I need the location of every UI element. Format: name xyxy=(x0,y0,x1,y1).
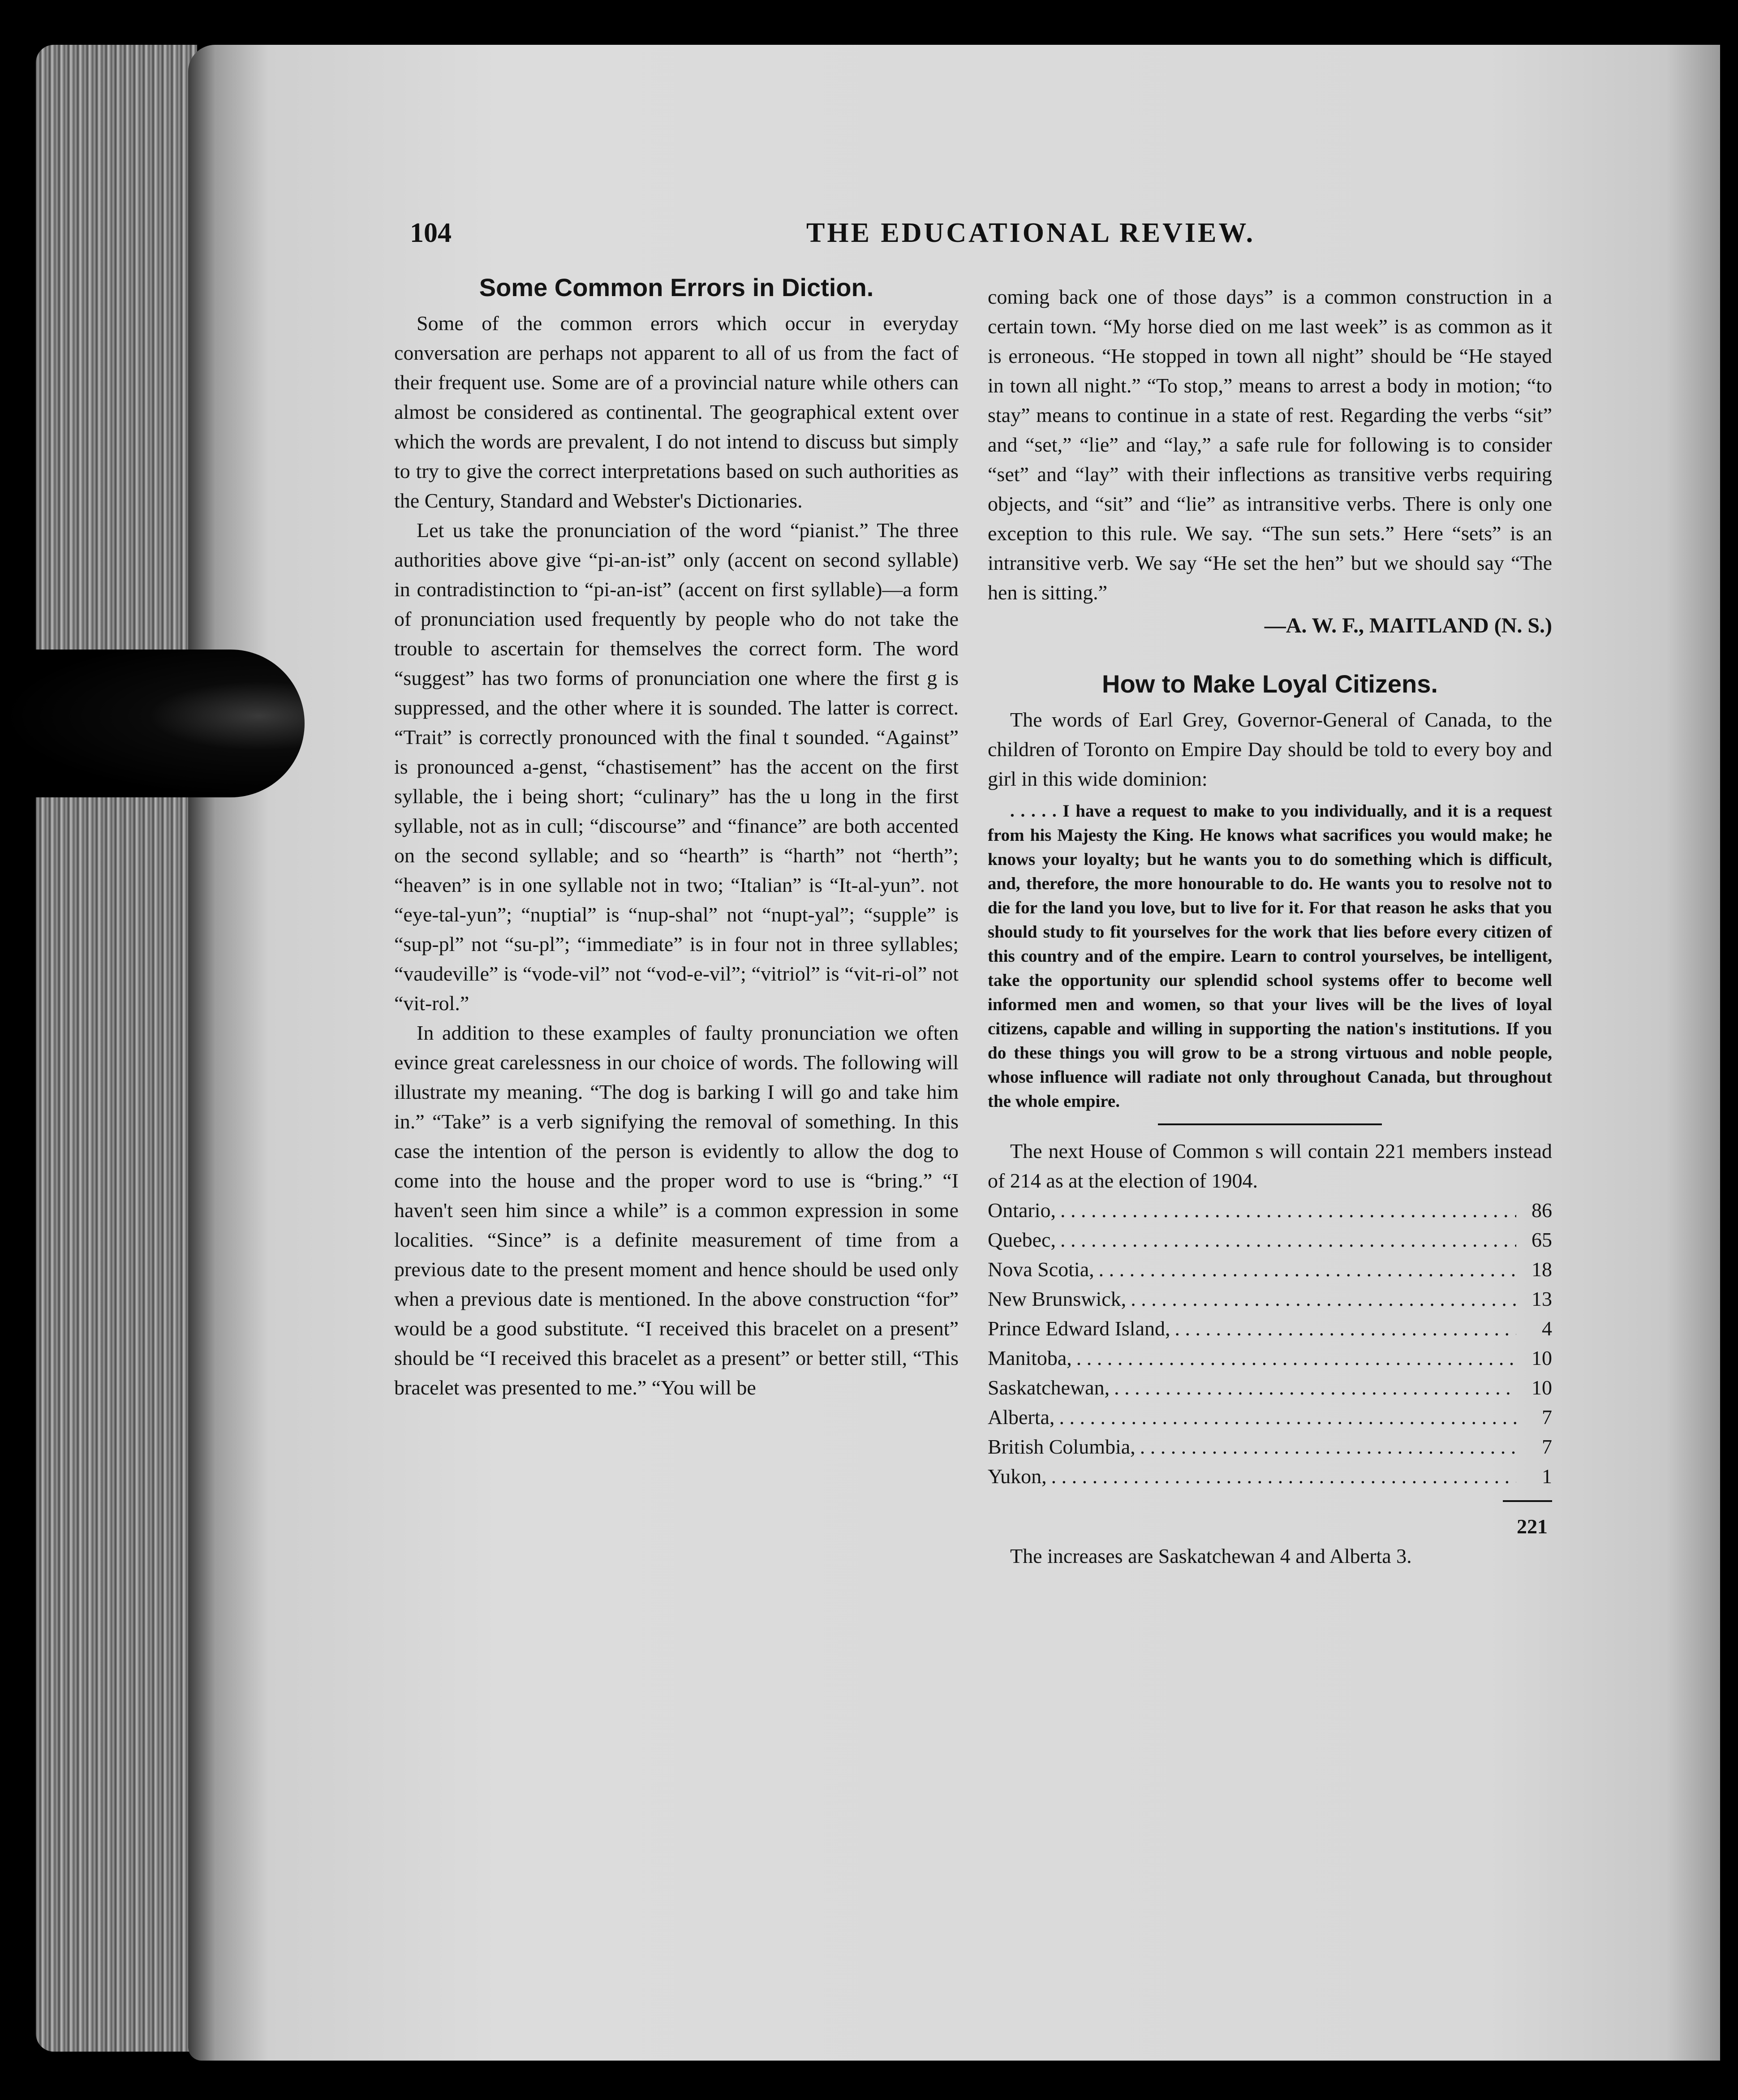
province-name: British Columbia, xyxy=(988,1435,1136,1458)
province-name: Ontario, xyxy=(988,1199,1056,1222)
quoted-speech: . . . . . I have a request to make to you individually, and it is a request from his Majesty the King. He knows what sacrifices you would make; he knows your loyalty; but he wants you to do something which is difficult, and, therefore, the more honourable to do. He wants you to resolve not to die for the land you love, but to live for it. For that reason he asks that you should study to fit yourselves for the work that lies before every citizen of this country and of the empire. Learn to control yourselves, be intelligent, take the opportunity our splendid school systems offer to become well informed men and women, so that your lives will be the lives of loyal citizens, capable and willing in supporting the nation's institutions. If you do these things you will grow to be a strong virtuous and noble people, whose influence will radiate not only throughout Canada, but throughout the whole empire. xyxy=(988,801,1552,1111)
article-continuation: coming back one of those days” is a common construction in a certain town. “My horse died on me last week” is as common as it is erroneous. “He stopped in town all night” should be “He stayed in town all night.” “To stop,” means to arrest a body in motion; “to stay” means to continue in a state of rest. Regarding the verbs “sit” and “set,” “lie” and “lay,” a safe rule for following is to consider “set” and “lay” with their inflections as transitive verbs requiring objects, and “sit” and “lie” as intransitive verbs. There is only one exception to this rule. We say. “The sun sets.” Here “sets” is an intransitive verb. We say “He set the hen” but we should say “The hen is sitting.” xyxy=(988,285,1552,604)
table-row xyxy=(988,1432,1552,1462)
table-row xyxy=(988,1196,1552,1225)
article-title-loyal-citizens: How to Make Loyal Citizens. xyxy=(1102,670,1438,698)
table-row xyxy=(988,1225,1552,1255)
seat-count: 13 xyxy=(1532,1287,1552,1310)
dot-leader xyxy=(1059,1403,1516,1432)
seat-count: 65 xyxy=(1532,1228,1552,1251)
seat-count: 18 xyxy=(1532,1258,1552,1281)
author-signature: —A. W. F., MAITLAND (N. S.) xyxy=(1264,614,1552,637)
province-name: Nova Scotia, xyxy=(988,1258,1094,1281)
right-column xyxy=(988,282,1552,1571)
left-column xyxy=(394,271,959,1403)
dot-leader xyxy=(1140,1432,1516,1462)
section-divider xyxy=(1158,1123,1382,1125)
seat-count: 4 xyxy=(1542,1317,1552,1340)
province-name: Quebec, xyxy=(988,1228,1056,1251)
table-row xyxy=(988,1284,1552,1314)
total-seats: 221 xyxy=(1517,1515,1548,1538)
article-paragraph: Let us take the pronunciation of the word “pianist.” The three authorities above give “pi-an-ist” only (accent on second syllable) in contradistinction to “pi-an-ist” (accent on first syllable)—a form of pronunciation used frequently by people who do not take the trouble to ascertain for themselves the correct form. The word “suggest” has two forms of pronunciation one where the first g is suppressed, and the other where it is sounded. The latter is correct. “Trait” is correctly pronounced with the final t sounded. “Against” is pronounced a-genst, “chastisement” has the accent on the first syllable, the i being short; “culinary” has the u long in the first syllable, not as in cull; “discourse” and “finance” are both accented on the second syllable; and so “hearth” is “harth” not “herth”; “heaven” is in one syllable not in two; “Italian” is “It-al-yun”. not “eye-tal-yun”; “nuptial” is “nup-shal” not “nupt-yal”; “supple” is “sup-pl” not “su-pl”; “immediate” is in four not in three syllables; “vaudeville” is “vode-vil” not “vod-e-vil”; “vitriol” is “vit-ri-ol” not “vit-rol.” xyxy=(394,519,959,1015)
total-rule xyxy=(1503,1500,1552,1502)
seat-count: 10 xyxy=(1532,1347,1552,1369)
seat-table xyxy=(988,1196,1552,1491)
article-paragraph: In addition to these examples of faulty pronunciation we often evince great carelessness in our choice of words. The following will illustrate my meaning. “The dog is barking I will go and take him in.” “Take” is a verb signifying the removal of something. In this case the intention of the person is evidently to allow the dog to come into the house and the proper word to use is “bring.” “I haven't seen him since a while” is a common expression in some localities. “Since” is a definite measurement of time from a previous date to the present moment and hence should be used only when a previous date is mentioned. In the above construction “for” would be a good substitute. “I received this bracelet on a present” should be “I received this bracelet as a present” or better still, “This bracelet was presented to me.” “You will be xyxy=(394,1021,959,1399)
dot-leader xyxy=(1051,1462,1516,1491)
table-row xyxy=(988,1403,1552,1432)
increases-note: The increases are Saskatchewan 4 and Alberta 3. xyxy=(1010,1545,1412,1567)
seat-count: 7 xyxy=(1542,1435,1552,1458)
seat-count: 1 xyxy=(1542,1465,1552,1488)
table-row xyxy=(988,1373,1552,1403)
article-paragraph: Some of the common errors which occur in everyday conversation are perhaps not apparent to all of us from the fact of their frequent use. Some are of a provincial nature while others can almost be considered as continental. The geographical extent over which the words are prevalent, I do not intend to discuss but simply to try to give the correct interpretations based on such authorities as the Century, Standard and Webster's Dictionaries. xyxy=(394,312,959,512)
article-intro: The words of Earl Grey, Governor-General of Canada, to the children of Toronto on Empire Day should be told to every boy and girl in this wide dominion: xyxy=(988,708,1552,790)
table-row xyxy=(988,1314,1552,1343)
article-title-diction: Some Common Errors in Diction. xyxy=(479,273,874,301)
seat-count: 86 xyxy=(1532,1199,1552,1222)
province-name: Yukon, xyxy=(988,1465,1047,1488)
province-name: Saskatchewan, xyxy=(988,1376,1110,1399)
table-row xyxy=(988,1462,1552,1491)
commons-intro: The next House of Common s will contain 221 members instead of 214 as at the election of 1904. xyxy=(988,1140,1552,1192)
dot-leader xyxy=(1076,1343,1516,1373)
province-name: Prince Edward Island, xyxy=(988,1317,1170,1340)
thumb-shadow xyxy=(0,650,305,797)
dot-leader xyxy=(1060,1225,1516,1255)
dot-leader xyxy=(1060,1196,1516,1225)
dot-leader xyxy=(1114,1373,1516,1403)
province-name: Manitoba, xyxy=(988,1347,1072,1369)
dot-leader xyxy=(1099,1255,1516,1284)
dot-leader xyxy=(1175,1314,1517,1343)
running-title: THE EDUCATIONAL REVIEW. xyxy=(806,218,1256,248)
dot-leader xyxy=(1131,1284,1516,1314)
page-number: 104 xyxy=(410,218,452,248)
seat-count: 7 xyxy=(1542,1406,1552,1429)
seat-count: 10 xyxy=(1532,1376,1552,1399)
province-name: Alberta, xyxy=(988,1406,1055,1429)
book-page-edges xyxy=(36,45,197,2052)
province-name: New Brunswick, xyxy=(988,1287,1127,1310)
table-row xyxy=(988,1343,1552,1373)
table-row xyxy=(988,1255,1552,1284)
